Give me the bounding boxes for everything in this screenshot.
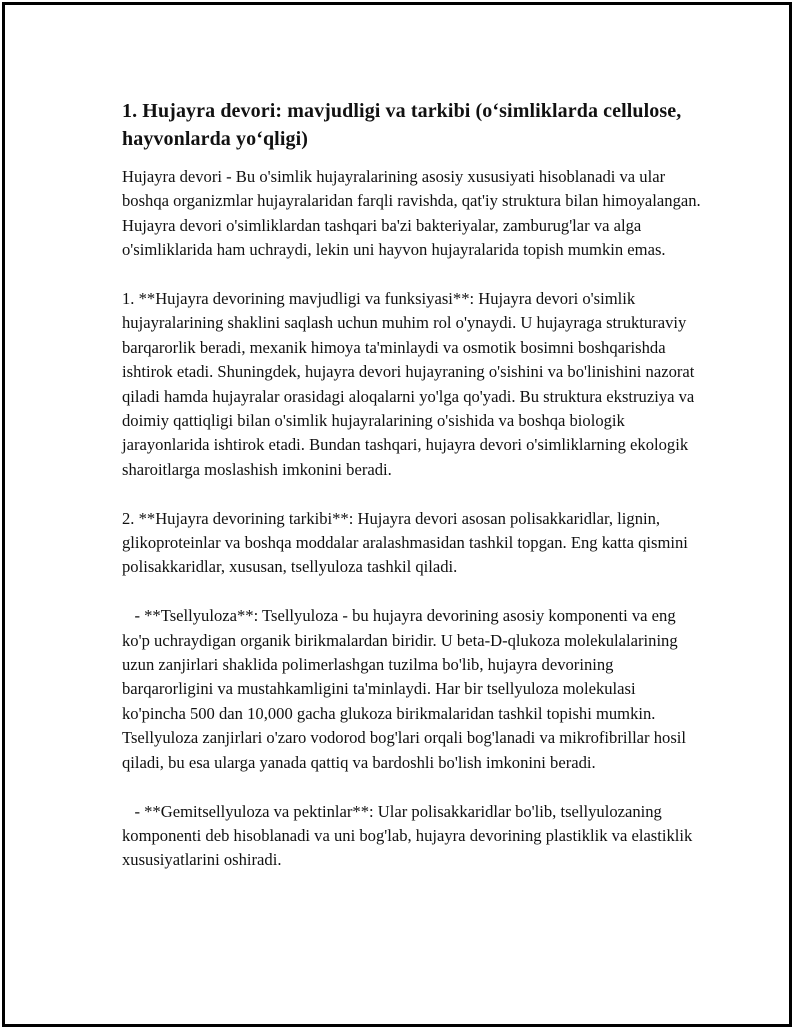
page-frame	[2, 2, 792, 1027]
intro-paragraph: Hujayra devori - Bu o'simlik hujayralarining asosiy xususiyati hisoblanadi va ular boshqa organizmlar hujayralaridan farqli ravishda, qat'iy struktura bilan himoyalangan. Hujayra devori o'simliklardan tashqari ba'zi bakteriyalar, zamburug'lar va alga o'simliklarida ham uchraydi, lekin uni hayvon hujayralarida topish mumkin emas.	[122, 167, 705, 260]
cellulose-paragraph: - **Tsellyuloza**: Tsellyuloza - bu hujayra devorining asosiy komponenti va eng ko'p uchraydigan organik birikmalardan biridir. U beta-D-qlukoza molekulalarining uzun zanjirlari shaklida polimerlashgan tuzilma bo'lib, hujayra devorining barqarorligini va mustahkamligini ta'minlaydi. Har bir tsellyuloza molekulasi ko'pincha 500 dan 10,000 gacha glukoza birikmalaridan tashkil topishi mumkin. Tsellyuloza zanjirlari o'zaro vodorod bog'lari orqali bog'lanadi va mikrofibrillar hosil qiladi, bu esa ularga yanada qattiq va bardoshli bo'lish imkonini beradi.	[122, 606, 691, 772]
hemicellulose-pectin-paragraph: - **Gemitsellyuloza va pektinlar**: Ular polisakkaridlar bo'lib, tsellyulozaning komponenti deb hisoblanadi va uni bog'lab, hujayra devorining plastiklik va elastiklik xususiyatlarini oshiradi.	[122, 801, 697, 870]
presence-function-paragraph: 1. **Hujayra devorining mavjudligi va funksiyasi**: Hujayra devori o'simlik hujayralarining shaklini saqlash uchun muhim rol o'ynaydi. U hujayraga strukturaviy barqarorlik beradi, mexanik himoya ta'minlaydi va osmotik bosimni boshqarishda ishtirok etadi. Shuningdek, hujayra devori hujayraning o'sishini va bo'linishini nazorat qiladi hamda hujayralar orasidagi aloqalarni yo'lga qo'yadi. Bu struktura ekstruziya va doimiy qattiqligi bilan o'simlik hujayralarining o'sishida va boshqa biologik jarayonlarida ishtirok etadi. Bundan tashqari, hujayra devori o'simliklarning ekologik sharoitlarga moslashish imkonini beradi.	[122, 289, 699, 479]
document-body	[122, 97, 705, 897]
composition-paragraph: 2. **Hujayra devorining tarkibi**: Hujayra devori asosan polisakkaridlar, lignin, glikoproteinlar va boshqa moddalar aralashmasidan tashkil topgan. Eng katta qismini polisakkaridlar, xususan, tsellyuloza tashkil qiladi.	[122, 508, 693, 577]
section-heading: 1. Hujayra devori: mavjudligi va tarkibi (o‘simliklarda cellulose, hayvonlarda yo‘qligi)	[122, 100, 682, 150]
